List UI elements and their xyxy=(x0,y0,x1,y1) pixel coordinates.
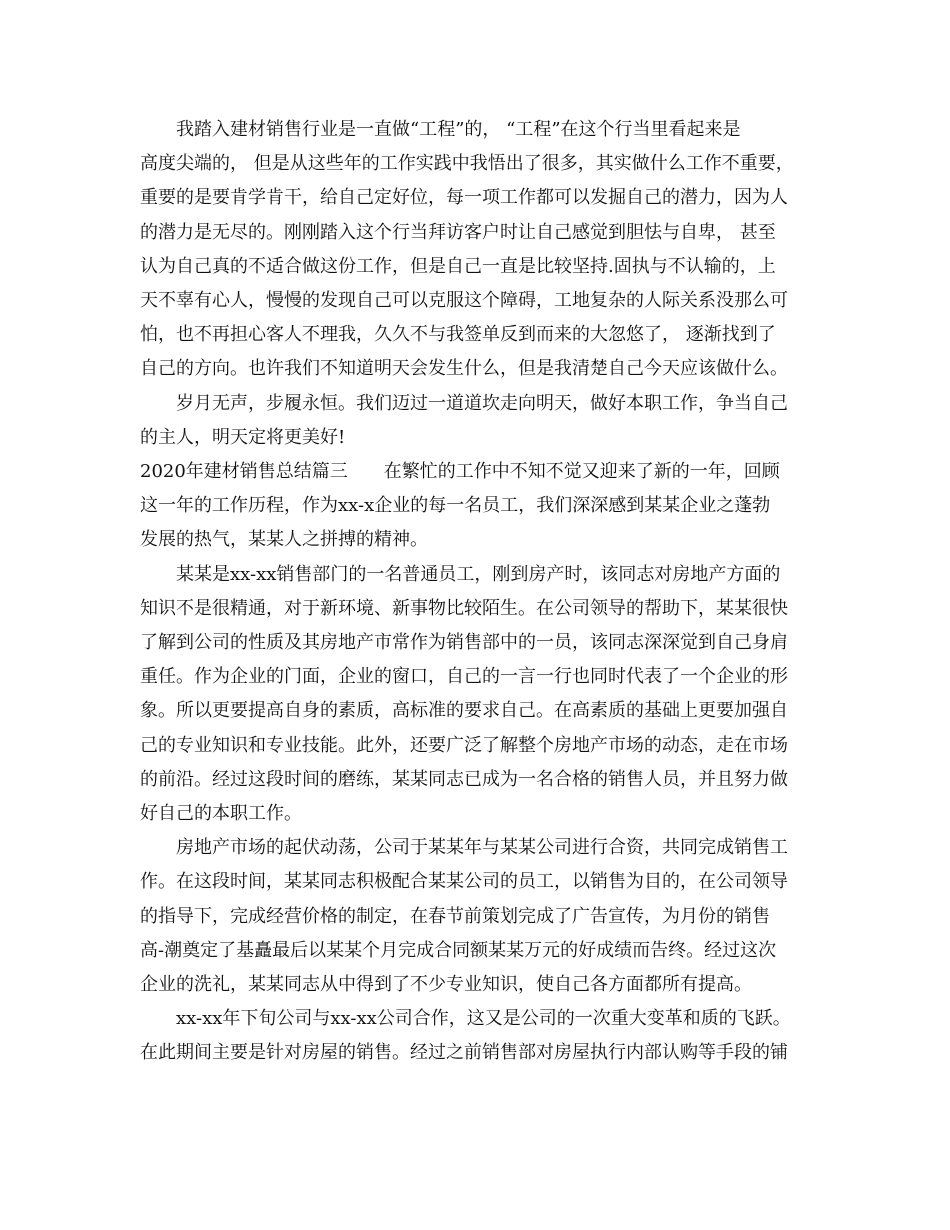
text-line: 作。在这段时间，某某同志积极配合某某公司的员工，以销售为目的，在公司领导 xyxy=(140,871,788,893)
text-line: xx-xx年下旬公司与xx-xx公司合作，这又是公司的一次重大变革和质的飞跃。 xyxy=(176,1008,791,1030)
text-line: 的指导下，完成经营价格的制定，在春节前策划完成了广告宣传，为月份的销售 xyxy=(140,905,770,927)
text-line: 房地产市场的起伏动荡，公司于某某年与某某公司进行合资，共同完成销售工 xyxy=(176,837,788,859)
text-line: 好自己的本职工作。 xyxy=(140,803,302,825)
paragraph-2 xyxy=(140,387,820,455)
text-line: 企业的洗礼，某某同志从中得到了不少专业知识，使自己各方面都所有提高。 xyxy=(140,974,752,996)
text-line: 某某是xx-xx销售部门的一名普通员工，刚到房产时，该同志对房地产方面的 xyxy=(176,563,781,585)
document-page xyxy=(140,113,820,1071)
text-line: 这一年的工作历程，作为xx-x企业的每一名员工，我们深深感到某某企业之蓬勃 xyxy=(140,495,771,517)
text-line: 己的专业知识和专业技能。此外，还要广泛了解整个房地产市场的动态，走在市场 xyxy=(140,734,788,756)
paragraph-4 xyxy=(140,558,820,832)
paragraph-1 xyxy=(140,113,820,387)
text-line: 岁月无声，步履永恒。我们迈过一道道坎走向明天，做好本职工作，争当自己 xyxy=(176,392,788,414)
text-line: 高-潮奠定了基矗最后以某某个月完成合同额某某万元的好成绩而告终。经过这次 xyxy=(140,939,777,961)
text-line: 我踏入建材销售行业是一直做“工程”的， “工程”在这个行当里看起来是 xyxy=(176,119,741,140)
text-line: 知识不是很精通，对于新环境、新事物比较陌生。在公司领导的帮助下，某某很快 xyxy=(140,597,788,619)
text-line: 的前沿。经过这段时间的磨练，某某同志已成为一名合格的销售人员，并且努力做 xyxy=(140,768,788,790)
section-heading-line: 2020年建材销售总结篇三 在繁忙的工作中不知不觉又迎来了新的一年，回顾 xyxy=(140,461,780,483)
paragraph-5 xyxy=(140,831,820,1002)
paragraph-6 xyxy=(140,1002,820,1070)
section-heading-paragraph xyxy=(140,455,820,558)
text-line: 高度尖端的， 但是从这些年的工作实践中我悟出了很多，其实做什么工作不重要， xyxy=(140,153,794,175)
text-line: 重任。作为企业的门面，企业的窗口，自己的一言一行也同时代表了一个企业的形 xyxy=(140,666,788,688)
text-line: 象。所以更要提高自身的素质，高标准的要求自己。在高素质的基础上更要加强自 xyxy=(140,700,788,722)
text-line: 天不辜有心人，慢慢的发现自己可以克服这个障碍，工地复杂的人际关系没那么可 xyxy=(140,290,788,312)
text-line: 自己的方向。也许我们不知道明天会发生什么，但是我清楚自己今天应该做什么。 xyxy=(140,358,788,380)
text-line: 的潜力是无尽的。刚刚踏入这个行当拜访客户时让自己感觉到胆怯与自卑， 甚至 xyxy=(140,221,776,243)
text-line: 认为自己真的不适合做这份工作，但是自己一直是比较坚持.固执与不认输的，上 xyxy=(140,255,776,277)
text-line: 在此期间主要是针对房屋的销售。经过之前销售部对房屋执行内部认购等手段的铺 xyxy=(140,1042,788,1064)
text-line: 的主人，明天定将更美好! xyxy=(140,426,346,448)
text-line: 重要的是要肯学肯干，给自己定好位，每一项工作都可以发掘自己的潜力，因为人 xyxy=(140,187,788,209)
text-line: 发展的热气，某某人之拼搏的精神。 xyxy=(140,529,428,551)
text-line: 怕，也不再担心客人不理我，久久不与我签单反到而来的大忽悠了， 逐渐找到了 xyxy=(140,324,776,346)
text-line: 了解到公司的性质及其房地产市常作为销售部中的一员，该同志深深觉到自己身肩 xyxy=(140,632,788,654)
